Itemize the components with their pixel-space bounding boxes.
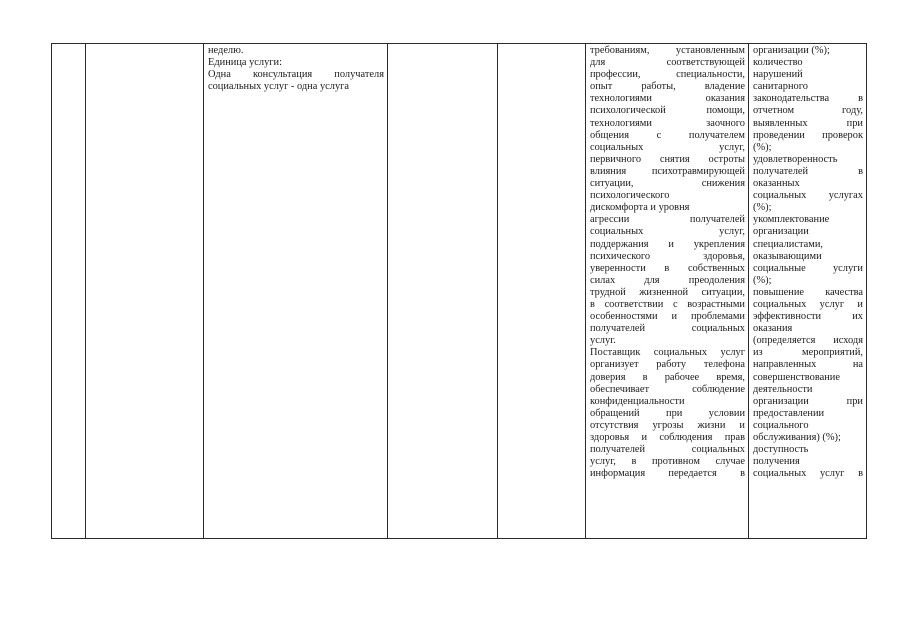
text-line: организации (%); (753, 45, 830, 56)
text-line: услуг. (590, 335, 616, 347)
text-line: профессии, специальности, (590, 69, 745, 81)
text-line: выявленных при (753, 117, 863, 129)
col7-text (749, 44, 866, 480)
text-line: требованиям, установленным (590, 45, 745, 56)
text-line: социальных услуг в (753, 468, 863, 480)
text-line: получателей социальных (590, 323, 745, 335)
text-line: организует работу телефона (590, 359, 745, 371)
text-line: повышение качества (753, 286, 863, 298)
text-line: (%); (753, 141, 772, 153)
text-line: поддержания и укрепления (590, 238, 745, 250)
text-line: оказанных (753, 178, 800, 190)
text-line: нарушений (753, 69, 803, 81)
text-line: (%); (753, 202, 772, 214)
text-line: обслуживания) (%); (753, 432, 841, 443)
text-line: для соответствующей (590, 57, 745, 69)
text-line: организации (753, 226, 809, 238)
text-line: дискомфорта и уровня (590, 202, 690, 214)
text-line: доверия в рабочее время, (590, 371, 745, 383)
cell-service-name (86, 44, 204, 539)
text-line: первичного снятия остроты (590, 153, 745, 165)
cell-quality-indicators (749, 44, 867, 539)
text-line: психологического (590, 190, 670, 202)
text-line: санитарного (753, 81, 808, 93)
text-line: отсутствия угрозы жизни и (590, 419, 745, 431)
text-line: законодательства в (753, 93, 863, 105)
text-line: социальных услугах (753, 190, 863, 202)
text-line: технологиями оказания (590, 93, 745, 105)
table-row (52, 44, 867, 539)
text-line: здоровья и соблюдения прав (590, 432, 745, 443)
text-line: оказания (753, 323, 793, 335)
col6-text (586, 44, 748, 480)
text-line: удовлетворенность (753, 153, 838, 165)
text-line: совершенствование (753, 371, 840, 383)
cell-number (52, 44, 86, 539)
text-line: доступность (753, 444, 809, 456)
text-line: обращений при условии (590, 407, 745, 419)
text-line: услуг, в противном случае (590, 456, 745, 468)
text-line: особенностями и проблемами (590, 311, 745, 323)
text-line: информация передается в (590, 468, 745, 480)
text-line: (%); (753, 274, 772, 286)
text-line: уверенности в собственных (590, 262, 745, 274)
text-line: Одна консультация получателя (208, 69, 384, 81)
text-line: получателей в (753, 165, 863, 177)
text-line: психологической помощи, (590, 105, 745, 117)
text-line: из мероприятий, (753, 347, 863, 359)
text-line: влияния психотравмирующей (590, 165, 745, 177)
text-line: (определяется исходя (753, 335, 863, 347)
text-line: эффективности их (753, 311, 863, 323)
cell-provision-conditions (586, 44, 749, 539)
text-line: проведении проверок (753, 129, 863, 141)
text-line: социальные услуги (753, 262, 863, 274)
col3-text (204, 44, 387, 93)
text-line: укомплектование (753, 214, 830, 226)
text-line: опыт работы, владение (590, 81, 745, 93)
cell-service-term (388, 44, 498, 539)
text-line: обеспечивает соблюдение (590, 383, 745, 395)
text-line: ситуации, снижения (590, 178, 745, 190)
text-line: неделю. (208, 45, 244, 56)
text-line: получателей социальных (590, 444, 745, 456)
text-line: организации при (753, 395, 863, 407)
text-line: социального (753, 419, 809, 431)
text-line: социальных услуг, (590, 226, 745, 238)
services-standard-table (51, 43, 867, 539)
text-line: технологиями заочного (590, 117, 745, 129)
text-line: деятельности (753, 383, 813, 395)
text-line: специалистами, (753, 238, 823, 250)
text-line: направленных на (753, 359, 863, 371)
text-line: оказывающими (753, 250, 822, 262)
text-line: агрессии получателей (590, 214, 745, 226)
text-line: общения с получателем (590, 129, 745, 141)
text-line: социальных услуг, (590, 141, 745, 153)
text-line: Единица услуги: (208, 57, 282, 69)
cell-service-description (204, 44, 388, 539)
text-line: отчетном году, (753, 105, 863, 117)
text-line: социальных услуг и (753, 298, 863, 310)
text-line: получения (753, 456, 800, 468)
text-line: трудной жизненной ситуации, (590, 286, 745, 298)
text-line: количество (753, 57, 803, 69)
text-line: в соответствии с возрастными (590, 298, 745, 310)
text-line: Поставщик социальных услуг (590, 347, 745, 359)
text-line: предоставлении (753, 407, 825, 419)
text-line: психического здоровья, (590, 250, 745, 262)
text-line: конфиденциальности (590, 395, 685, 407)
text-line: социальных услуг - одна услуга (208, 81, 350, 93)
cell-tariff (498, 44, 586, 539)
text-line: силах для преодоления (590, 274, 745, 286)
